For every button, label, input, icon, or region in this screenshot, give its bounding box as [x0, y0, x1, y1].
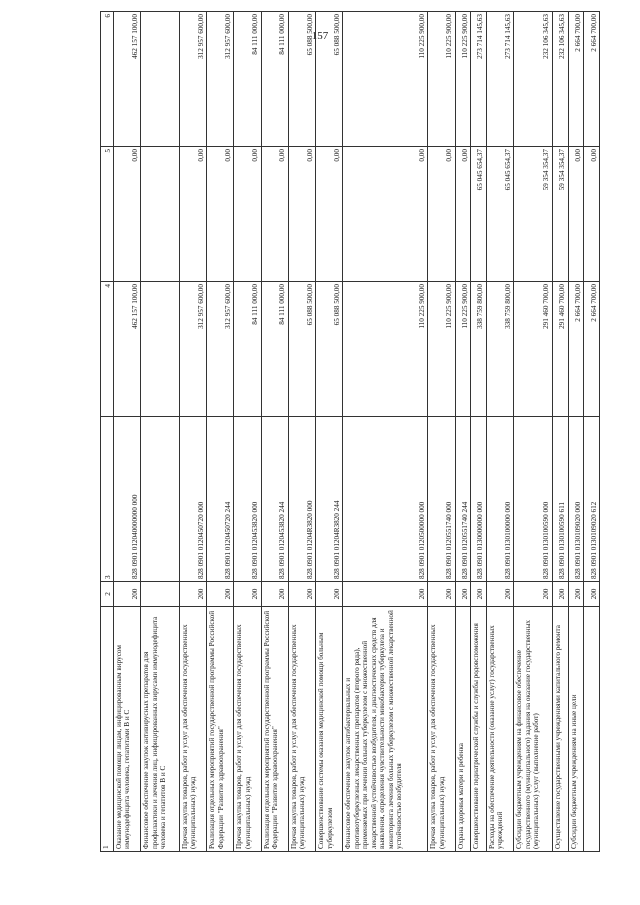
table-row [584, 12, 600, 852]
row-value-6: 110 225 900,00 [428, 12, 455, 147]
table-row [514, 12, 553, 852]
row-name: Охрана здоровья матери и ребенка [455, 607, 471, 852]
row-code: 828 0901 0130100000 000 [486, 417, 513, 582]
row-value-5: 0,00 [261, 147, 288, 282]
row-name: Оказание медицинской помощи лицам, инфицированным вирусом иммунодефицита человека, гепатитами В и С [114, 607, 141, 852]
row-group: 200 [261, 582, 288, 607]
row-value-4: 110 225 900,00 [455, 282, 471, 417]
row-value-4: 110 225 900,00 [428, 282, 455, 417]
table-row [471, 12, 487, 852]
row-group: 200 [343, 582, 428, 607]
row-name: Осуществление государственными учреждениями капитального ремонта [552, 607, 568, 852]
row-value-5: 0,00 [428, 147, 455, 282]
row-value-4: 2 664 700,00 [568, 282, 584, 417]
row-name: Реализация отдельных мероприятий государственной программы Российской Федерации "Развитие здравоохранения" [207, 607, 234, 852]
row-group: 200 [568, 582, 584, 607]
row-value-5: 0,00 [316, 147, 343, 282]
row-code: 828 0901 0130100590 611 [552, 417, 568, 582]
row-code: 828 0901 0130000000 000 [471, 417, 487, 582]
table-row [114, 12, 141, 852]
row-value-5: 0,00 [180, 147, 207, 282]
row-code: 828 0901 01204R3820 000 [288, 417, 315, 582]
table-row [316, 12, 343, 852]
row-group: 200 [584, 582, 600, 607]
row-value-4 [141, 282, 180, 417]
column-header: 1 [101, 607, 114, 852]
column-header: 4 [101, 282, 114, 417]
row-name: Субсидии бюджетным учреждениям на финансовое обеспечение государственного (муниципального) задания на оказание государственных (муниципальных) услуг (выполнение работ) [514, 607, 553, 852]
row-group [141, 582, 180, 607]
row-value-6 [141, 12, 180, 147]
row-value-5: 0,00 [343, 147, 428, 282]
row-value-6: 110 225 900,00 [343, 12, 428, 147]
row-value-4: 84 111 000,00 [261, 282, 288, 417]
row-name [584, 607, 600, 852]
row-value-6: 232 106 345,63 [514, 12, 553, 147]
row-value-6: 462 157 100,00 [114, 12, 141, 147]
row-value-6: 2 664 700,00 [584, 12, 600, 147]
row-value-5: 59 354 354,37 [514, 147, 553, 282]
row-name: Расходы на обеспечение деятельности (оказание услуг) государственных учреждений [486, 607, 513, 852]
row-value-5: 0,00 [207, 147, 234, 282]
table-row [428, 12, 455, 852]
row-code: 828 0901 0130109020 000 [568, 417, 584, 582]
column-header: 3 [101, 417, 114, 582]
row-value-4: 462 157 100,00 [114, 282, 141, 417]
row-group: 200 [288, 582, 315, 607]
row-code: 828 0901 0120453820 000 [234, 417, 261, 582]
table-row [568, 12, 584, 852]
header-row [101, 12, 114, 852]
table-row [455, 12, 471, 852]
row-value-4: 291 460 700,00 [514, 282, 553, 417]
row-value-6: 84 111 000,00 [234, 12, 261, 147]
row-code: 828 0901 0120450720 000 [180, 417, 207, 582]
row-name: Реализация отдельных мероприятий государственной программы Российской Федерации "Развитие здравоохранения" [261, 607, 288, 852]
row-group: 200 [486, 582, 513, 607]
row-value-5: 65 045 654,37 [471, 147, 487, 282]
row-code: 828 0901 0120453820 244 [261, 417, 288, 582]
table-row [343, 12, 428, 852]
page-number: 157 [311, 30, 329, 42]
row-value-5: 0,00 [568, 147, 584, 282]
row-name: Прочая закупка товаров, работ и услуг для обеспечения государственных (муниципальных) нужд [234, 607, 261, 852]
row-code: 828 0901 0130109020 612 [584, 417, 600, 582]
row-code: 828 0901 0130100590 000 [514, 417, 553, 582]
row-code: 828 0901 0120551740 000 [428, 417, 455, 582]
row-value-6: 65 088 500,00 [288, 12, 315, 147]
row-name: Прочая закупка товаров, работ и услуг для обеспечения государственных (муниципальных) нужд [180, 607, 207, 852]
row-value-5: 0,00 [114, 147, 141, 282]
row-value-4: 65 088 500,00 [288, 282, 315, 417]
row-name: Финансовое обеспечение закупок антивирусных препаратов для профилактики и лечения лиц, инфицированных вирусами иммунодефицита человека и гепатитов В и С [141, 607, 180, 852]
table-row [288, 12, 315, 852]
row-code: 828 0901 0120551740 244 [455, 417, 471, 582]
column-header: 2 [101, 582, 114, 607]
row-value-6: 273 714 145,63 [471, 12, 487, 147]
row-name: Прочая закупка товаров, работ и услуг для обеспечения государственных (муниципальных) нужд [288, 607, 315, 852]
rotated-table-viewport [100, 14, 600, 852]
row-group: 200 [552, 582, 568, 607]
rotated-table [100, 14, 600, 852]
row-name: Прочая закупка товаров, работ и услуг для обеспечения государственных (муниципальных) нужд [428, 607, 455, 852]
row-value-5: 0,00 [455, 147, 471, 282]
table-row [180, 12, 207, 852]
row-group: 200 [471, 582, 487, 607]
row-value-4: 2 664 700,00 [584, 282, 600, 417]
row-code: 828 0901 01204R3820 244 [316, 417, 343, 582]
row-group: 200 [180, 582, 207, 607]
table-row [234, 12, 261, 852]
row-code [141, 417, 180, 582]
table-row [486, 12, 513, 852]
row-group: 200 [207, 582, 234, 607]
row-value-4: 65 088 500,00 [316, 282, 343, 417]
row-group: 200 [455, 582, 471, 607]
row-group: 200 [114, 582, 141, 607]
row-value-4: 84 111 000,00 [234, 282, 261, 417]
table-row [207, 12, 234, 852]
row-name: Совершенствование педиатрической службы и службы родовспоможения [471, 607, 487, 852]
row-value-5: 65 045 654,37 [486, 147, 513, 282]
row-value-4: 312 957 600,00 [180, 282, 207, 417]
row-value-4: 338 759 800,00 [486, 282, 513, 417]
row-group: 200 [234, 582, 261, 607]
row-value-6: 312 957 600,00 [207, 12, 234, 147]
row-value-6: 84 111 000,00 [261, 12, 288, 147]
budget-table [100, 11, 600, 852]
row-code: 828 0901 0120450720 244 [207, 417, 234, 582]
row-value-4: 338 759 800,00 [471, 282, 487, 417]
row-code: 828 0901 0120500000 000 [343, 417, 428, 582]
table-row [552, 12, 568, 852]
row-value-6: 312 957 600,00 [180, 12, 207, 147]
row-value-4: 312 957 600,00 [207, 282, 234, 417]
row-name: Субсидии бюджетным учреждениям на иные цели [568, 607, 584, 852]
column-header: 5 [101, 147, 114, 282]
row-value-4: 291 460 700,00 [552, 282, 568, 417]
table-row [141, 12, 180, 852]
row-value-6: 110 225 900,00 [455, 12, 471, 147]
row-value-6: 65 088 500,00 [316, 12, 343, 147]
row-value-6: 232 106 345,63 [552, 12, 568, 147]
row-group: 200 [428, 582, 455, 607]
row-group: 200 [514, 582, 553, 607]
row-value-5: 0,00 [234, 147, 261, 282]
row-value-5: 0,00 [288, 147, 315, 282]
column-header: 6 [101, 12, 114, 147]
table-row [261, 12, 288, 852]
row-group: 200 [316, 582, 343, 607]
row-value-5: 0,00 [584, 147, 600, 282]
row-name: Финансовое обеспечение закупок антибактериальных и противотуберкулезных лекарственных препаратов (второго ряда), применяемых при лечении больных туберкулезом с множественной лекарственной устойчивостью возбудителя, и диагностических средств для выявления, определения чувствительности микобактерии туберкулеза и мониторинга лечения больных туберкулезом с множественной лекарственной устойчивостью возбудителя [343, 607, 428, 852]
row-value-5 [141, 147, 180, 282]
row-value-6: 273 714 145,63 [486, 12, 513, 147]
row-name: Совершенствование системы оказания медицинской помощи больным туберкулезом [316, 607, 343, 852]
row-code: 828 0901 012040000000 000 [114, 417, 141, 582]
row-value-4: 110 225 900,00 [343, 282, 428, 417]
row-value-6: 2 664 700,00 [568, 12, 584, 147]
row-value-5: 59 354 354,37 [552, 147, 568, 282]
